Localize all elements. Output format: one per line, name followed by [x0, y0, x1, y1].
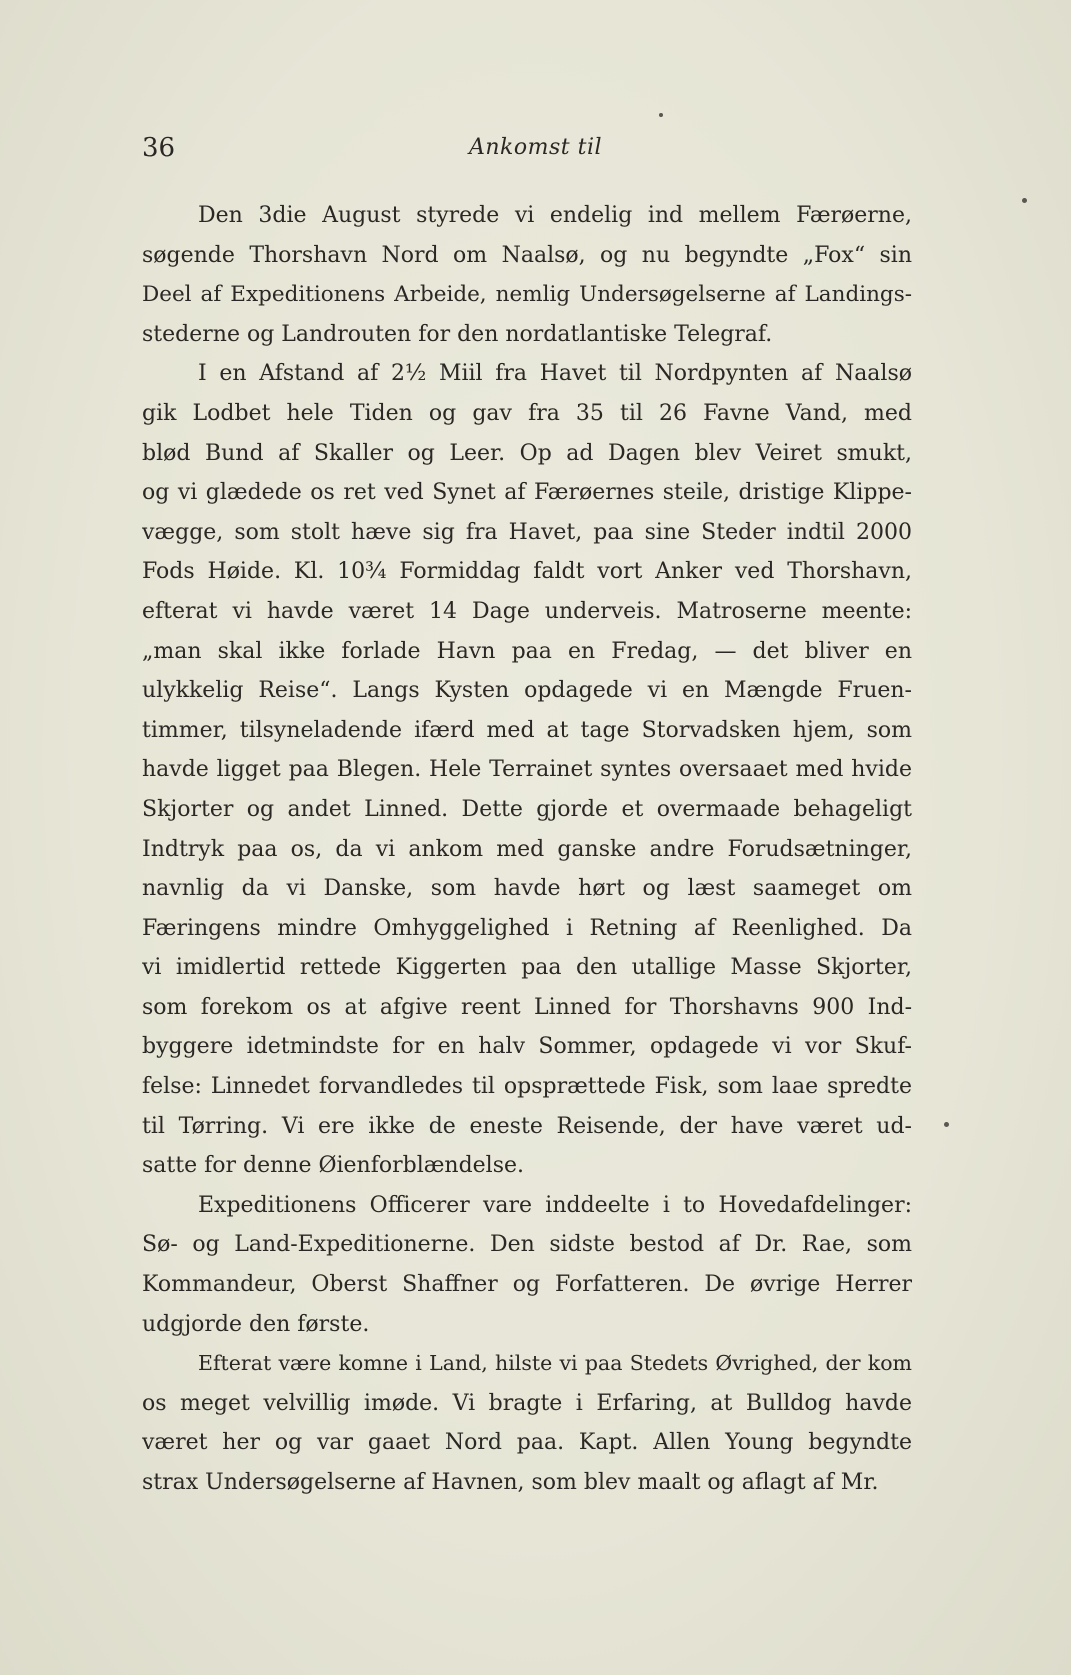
text-line: vi imidlertid rettede Kiggerten paa den utallige Masse Skjorter,	[142, 955, 912, 981]
text-line: Kommandeur, Oberst Shaffner og Forfatteren. De øvrige Herrer	[142, 1272, 912, 1298]
text-line: satte for denne Øienforblændelse.	[142, 1153, 525, 1179]
text-line: „man skal ikke forlade Havn paa en Fredag, — det bliver en	[142, 638, 912, 664]
text-line: byggere idetmindste for en halv Sommer, opdagede vi vor Skuf-	[142, 1034, 912, 1060]
text-line: og vi glædede os ret ved Synet af Færøernes steile, dristige Klippe-	[142, 480, 912, 506]
text-line: ulykkelig Reise“. Langs Kysten opdagede vi en Mængde Fruen-	[142, 678, 912, 704]
text-line: Færingens mindre Omhyggelighed i Retning af Reenlighed. Da	[142, 915, 912, 941]
text-line: navnlig da vi Danske, som havde hørt og læst saameget om	[142, 876, 912, 902]
text-line: Expeditionens Officerer vare inddeelte i to Hovedafdelinger:	[198, 1192, 912, 1218]
text-line: felse: Linnedet forvandledes til opsprættede Fisk, som laae spredte	[142, 1074, 912, 1100]
text-line: blød Bund af Skaller og Leer. Op ad Dagen blev Veiret smukt,	[142, 440, 912, 466]
text-line: havde ligget paa Blegen. Hele Terrainet syntes oversaaet med hvide	[142, 757, 912, 783]
paragraph	[142, 354, 912, 1185]
ink-speck	[944, 1122, 949, 1127]
text-line: stederne og Landrouten for den nordatlantiske Telegraf.	[142, 321, 773, 347]
text-line: som forekom os at afgive reent Linned for Thorshavns 900 Ind-	[142, 994, 912, 1020]
text-line: Den 3die August styrede vi endelig ind mellem Færøerne,	[198, 203, 912, 228]
text-line: os meget velvillig imøde. Vi bragte i Erfaring, at Bulldog havde	[142, 1390, 912, 1416]
paragraph	[142, 1186, 912, 1344]
text-line: Fods Høide. Kl. 10¾ Formiddag faldt vort Anker ved Thorshavn,	[142, 559, 912, 585]
text-line: til Tørring. Vi ere ikke de eneste Reisende, der have været ud-	[142, 1113, 912, 1139]
text-line: efterat vi havde været 14 Dage underveis. Matroserne meente:	[142, 598, 912, 624]
text-line: I en Afstand af 2½ Miil fra Havet til Nordpynten af Naalsø	[198, 361, 912, 387]
text-line: Sø- og Land-Expeditionerne. Den sidste bestod af Dr. Rae, som	[142, 1232, 912, 1258]
body-text	[142, 196, 912, 1503]
text-line: Skjorter og andet Linned. Dette gjorde et overmaade behageligt	[142, 796, 912, 822]
ink-speck	[1022, 198, 1027, 203]
text-line: gik Lodbet hele Tiden og gav fra 35 til 26 Favne Vand, med	[142, 400, 912, 426]
page-number: 36	[142, 133, 176, 163]
ink-speck	[659, 113, 663, 117]
text-line: været her og var gaaet Nord paa. Kapt. Allen Young begyndte	[142, 1430, 912, 1456]
text-line: timmer, tilsyneladende ifærd med at tage Storvadsken hjem, som	[142, 717, 912, 743]
text-line: Indtryk paa os, da vi ankom med ganske andre Forudsætninger,	[142, 836, 912, 862]
paragraph	[142, 1344, 912, 1502]
running-head: Ankomst til	[468, 135, 603, 160]
page-header	[0, 130, 1071, 166]
text-line: søgende Thorshavn Nord om Naalsø, og nu begyndte „Fox“ sin	[142, 242, 912, 268]
text-line: Deel af Expeditionens Arbeide, nemlig Undersøgelserne af Landings-	[142, 282, 912, 308]
text-line: strax Undersøgelserne af Havnen, som blev maalt og aflagt af Mr.	[142, 1470, 879, 1495]
text-line: vægge, som stolt hæve sig fra Havet, paa sine Steder indtil 2000	[142, 519, 912, 545]
text-line: Efterat være komne i Land, hilste vi paa Stedets Øvrighed, der kom	[198, 1351, 912, 1376]
paragraph	[142, 196, 912, 354]
text-line: udgjorde den første.	[142, 1311, 370, 1337]
